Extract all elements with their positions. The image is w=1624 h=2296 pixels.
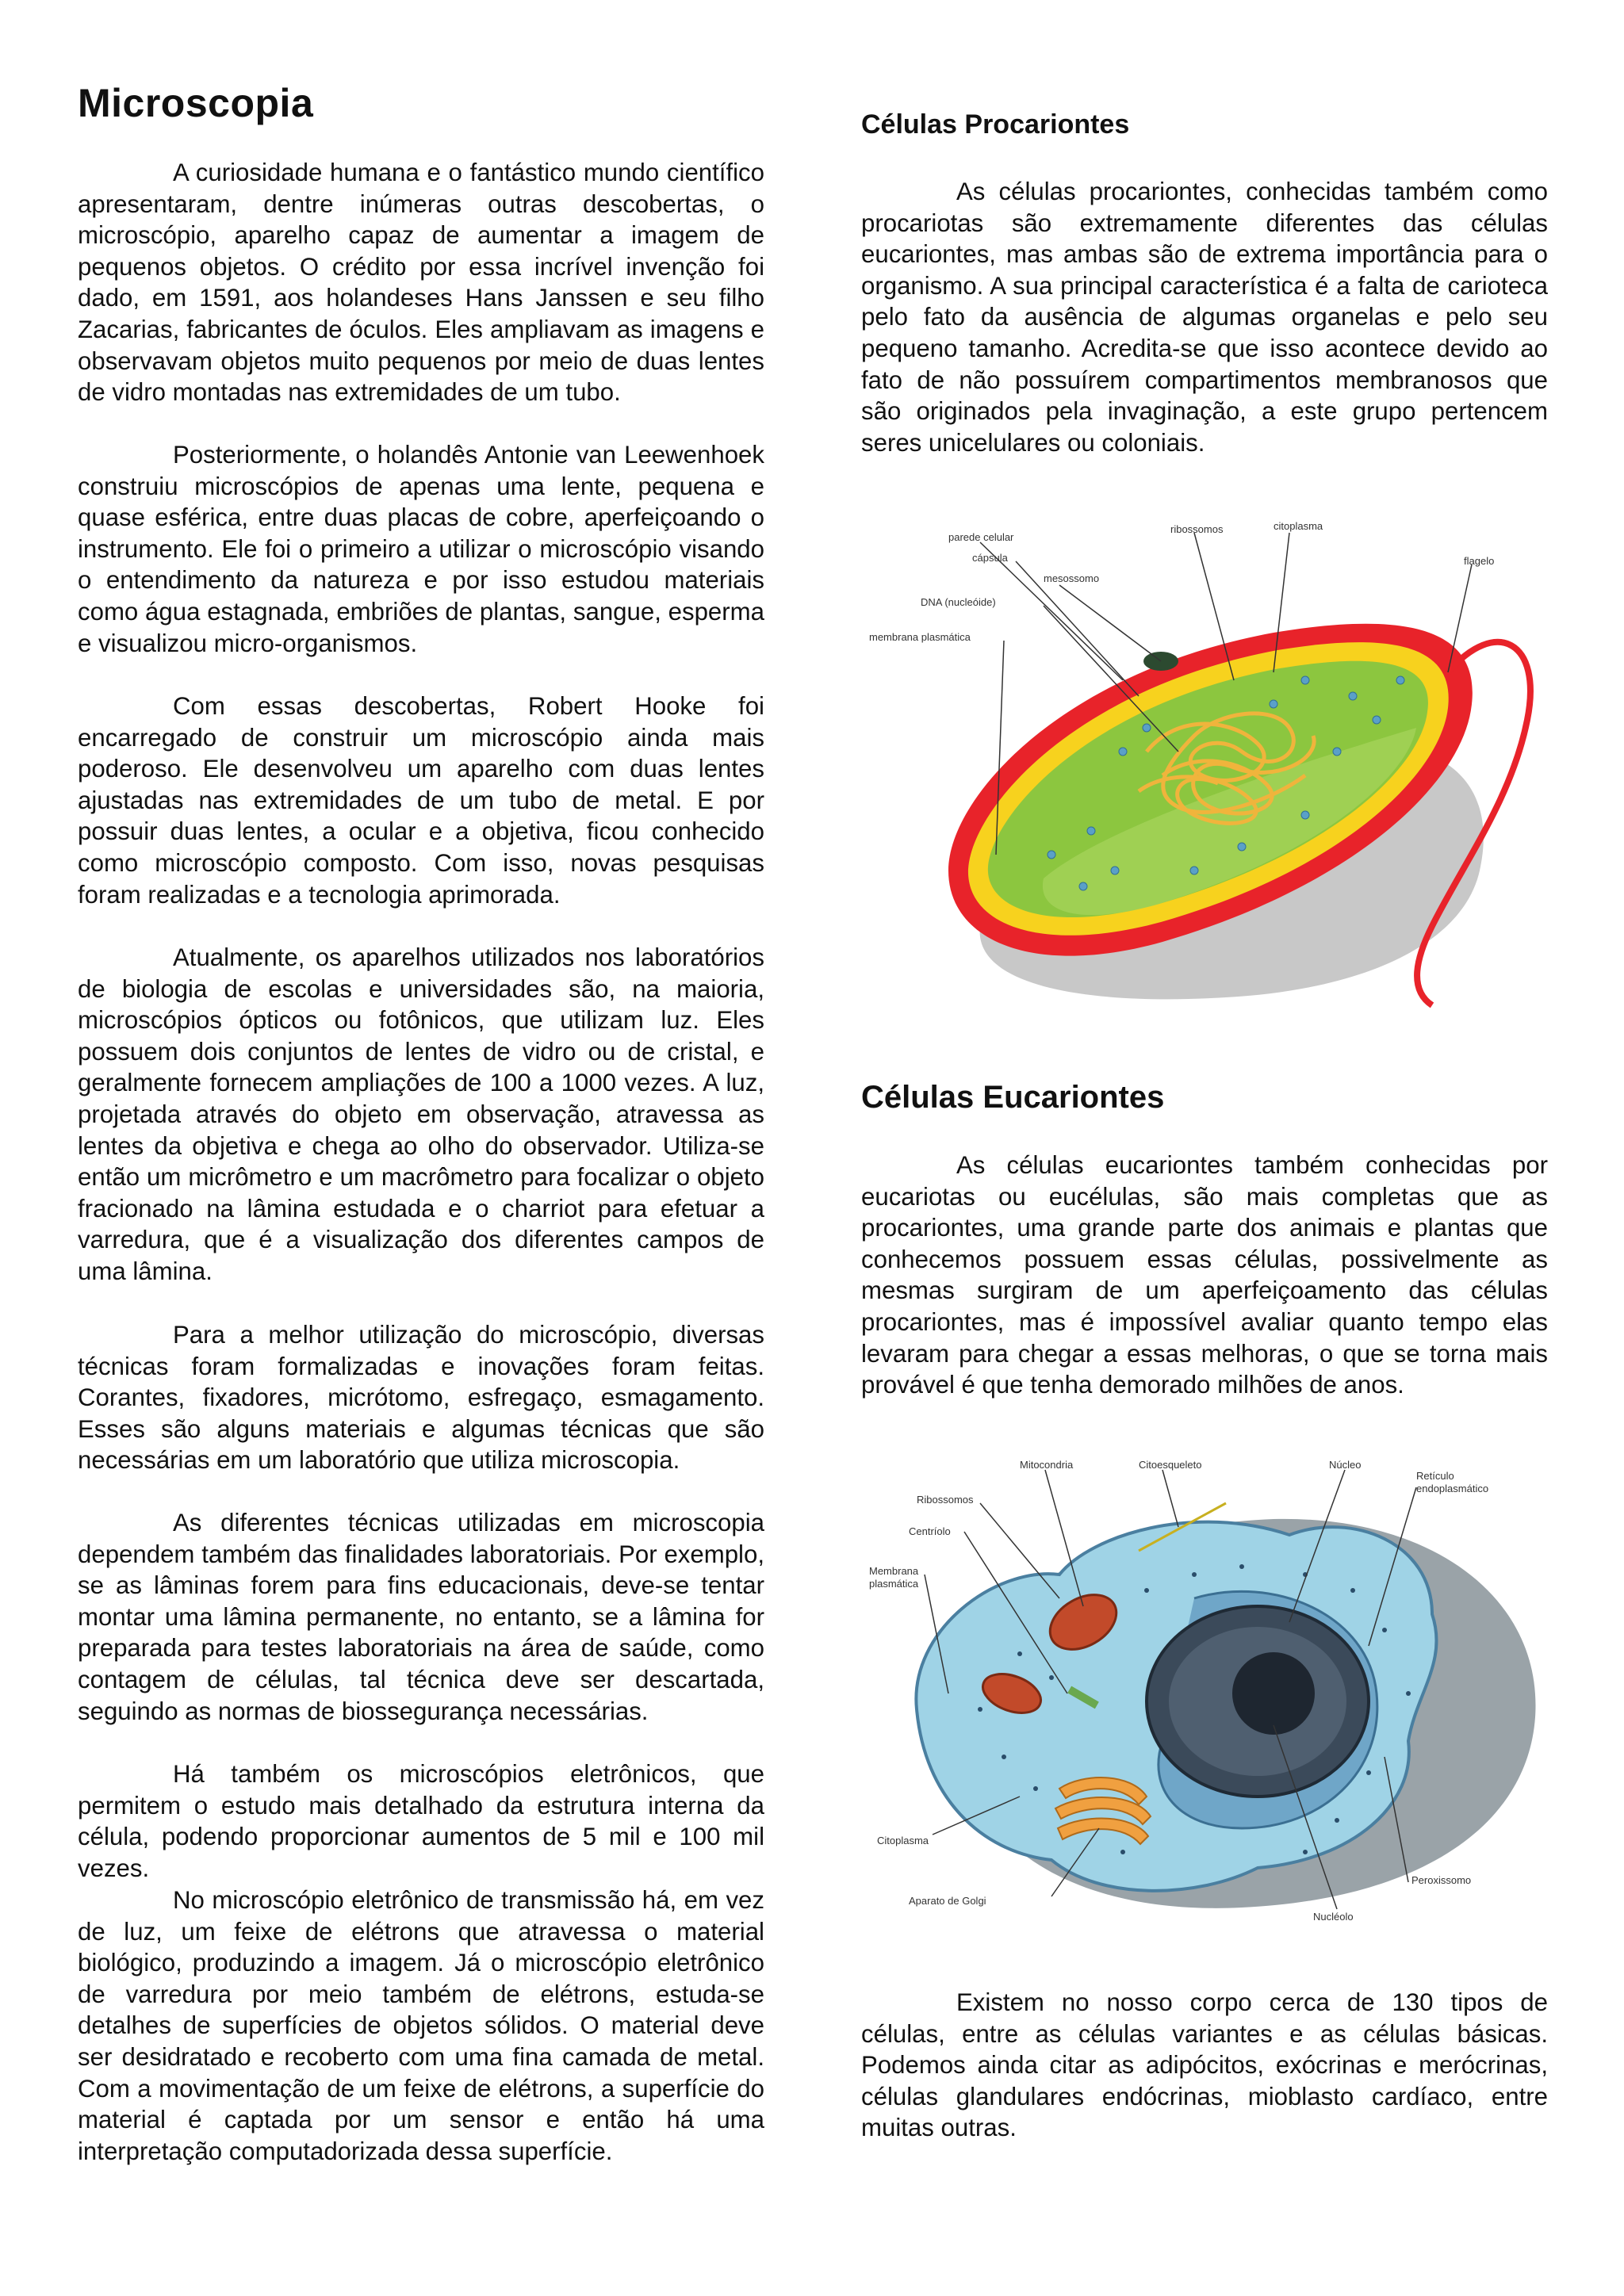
paragraph-6: As diferentes técnicas utilizadas em microscopia dependem também das finalidades laboratoriais. Por exemplo, se as lâminas forem para fins educacionais, deve-se tentar montar uma lâmina permanente, no entanto, se a lâmina for preparada para testes laboratoriais na área de saúde, como contagem de células, tal técnica deve ser descartada, seguindo as normas de biossegurança necessárias. [78, 1509, 764, 1725]
label-dna: DNA (nucleóide) [921, 596, 996, 608]
eukaryote-paragraph: As células eucariontes também conhecidas por eucariotas ou eucélulas, são mais completas que as procariontes, uma grande parte dos animais e plantas que conhecemos possuem essas células, possivelmente as mesmas surgiram de um aperfeiçoamento das células procariontes, mas é impossível avaliar quanto tempo elas levaram para chegar a essas melhoras, o que se torna mais provável é que tenha demorado milhões de anos. [861, 1151, 1548, 1399]
label-mesossomo: mesossomo [1044, 572, 1100, 584]
label-capsula: cápsula [972, 552, 1008, 564]
label-membrana: membrana plasmática [869, 631, 971, 643]
label-nucleolo: Nucléolo [1313, 1911, 1354, 1923]
label-mitocondria: Mitocondria [1020, 1459, 1074, 1471]
label-ribossomos: ribossomos [1170, 523, 1224, 535]
label-membrana-1: Membrana [869, 1565, 919, 1577]
label-reticulo-2: endoplasmático [1416, 1483, 1489, 1494]
paragraph-8: No microscópio eletrônico de transmissão há, em vez de luz, um feixe de elétrons que atravessa o material biológico, produzindo a imagem. Já o microscópio eletrônico de varredura por meio também de elétrons, estuda-se detalhes de superfícies de objetos sólidos. O material deve ser desidratado e recoberto com uma fina camada de metal. Com a movimentação de um feixe de elétrons, a superfície do material é captada por um sensor e então há uma interpretação computadorizada dessa superfície. [78, 1886, 764, 2165]
label-peroxissomo: Peroxissomo [1411, 1874, 1472, 1886]
paragraph-5: Para a melhor utilização do microscópio, diversas técnicas foram formalizadas e inovações foram feitas. Corantes, fixadores, micrótomo, esfregaço, esmagamento. Esses são alguns materiais e algumas técnicas que são necessárias em um laboratório que utiliza microscopia. [78, 1321, 764, 1475]
label-flagelo: flagelo [1464, 555, 1495, 567]
prokaryote-heading: Células Procariontes [861, 109, 1130, 140]
label-reticulo-1: Retículo [1416, 1470, 1454, 1482]
label-citoesqueleto: Citoesqueleto [1139, 1459, 1202, 1471]
prokaryote-paragraph: As células procariontes, conhecidas também como procariotas são extremamente diferentes das células eucariontes, mas ambas são de extrema importância para o organismo. A sua principal característica é a falta de carioteca pelo fato da ausência de algumas organelas e pelo seu pequeno tamanho. Acredita-se que isso acontece devido ao fato de não possuírem compartimentos membranosos que são originados pela invaginação, a este grupo pertencem seres unicelulares ou coloniais. [861, 178, 1548, 457]
eukaryote-heading: Células Eucariontes [861, 1080, 1165, 1115]
closing-paragraph: Existem no nosso corpo cerca de 130 tipos de células, entre as células variantes e as células básicas. Podemos ainda citar as adipócitos, exócrinas e merócrinas, células glandulares endócrinas, mioblasto cardíaco, entre muitas outras. [861, 1988, 1548, 2142]
label-ribossomos: Ribossomos [917, 1494, 974, 1506]
label-citoplasma: Citoplasma [877, 1835, 929, 1846]
paragraph-4: Atualmente, os aparelhos utilizados nos laboratórios de biologia de escolas e universidades são, na maioria, microscópios ópticos ou fotônicos, que utilizam luz. Eles possuem dois conjuntos de lentes de vidro ou de cristal, e geralmente fornecem ampliações de 100 a 1000 vezes. A luz, projetada através do objeto em observação, atravessa as lentes da objetiva e chega ao olho do observador. Utiliza-se então um micrômetro e um macrômetro para focalizar o objeto fracionado na lâmina estudada e o charriot para efetuar a varredura, que é a visualização dos diferentes campos de uma lâmina. [78, 943, 764, 1285]
label-centriolo: Centríolo [909, 1525, 951, 1537]
label-golgi: Aparato de Golgi [909, 1895, 986, 1907]
paragraph-3: Com essas descobertas, Robert Hooke foi encarregado de construir um microscópio ainda mais poderoso. Ele desenvolveu um aparelho com duas lentes ajustadas nas extremidades de um tubo de metal. E por possuir duas lentes, a ocular e a objetiva, ficou conhecido como microscópio composto. Com isso, novas pesquisas foram realizadas e a tecnologia aprimorada. [78, 692, 764, 909]
page-title: Microscopia [78, 81, 314, 125]
eukaryote-cell-diagram [861, 1456, 1548, 1931]
prokaryote-cell-diagram [861, 514, 1543, 1018]
label-citoplasma: citoplasma [1274, 520, 1323, 532]
label-membrana-2: plasmática [869, 1578, 919, 1590]
paragraph-1: A curiosidade humana e o fantástico mundo científico apresentaram, dentre inúmeras outras descobertas, o microscópio, aparelho capaz de aumentar a imagem de pequenos objetos. O crédito por essa incrível invenção foi dado, em 1591, aos holandeses Hans Janssen e seu filho Zacarias, fabricantes de óculos. Eles ampliavam as imagens e observavam objetos muito pequenos por meio de duas lentes de vidro montadas nas extremidades de um tubo. [78, 159, 764, 407]
label-parede: parede celular [948, 531, 1014, 543]
label-nucleo: Núcleo [1329, 1459, 1362, 1471]
nucleolus [1232, 1652, 1315, 1735]
paragraph-2: Posteriormente, o holandês Antonie van Leewenhoek construiu microscópios de apenas uma lente, pequena e quase esférica, entre duas placas de cobre, aperfeiçoando o instrumento. Ele foi o primeiro a utilizar o microscópio visando o entendimento da natureza e por isso estudou materiais como água estagnada, embriões de plantas, sangue, esperma e visualizou micro-organismos. [78, 441, 764, 657]
paragraph-7: Há também os microscópios eletrônicos, que permitem o estudo mais detalhado da estrutura interna da célula, podendo proporcionar aumentos de 5 mil e 100 mil vezes. [78, 1760, 764, 1882]
